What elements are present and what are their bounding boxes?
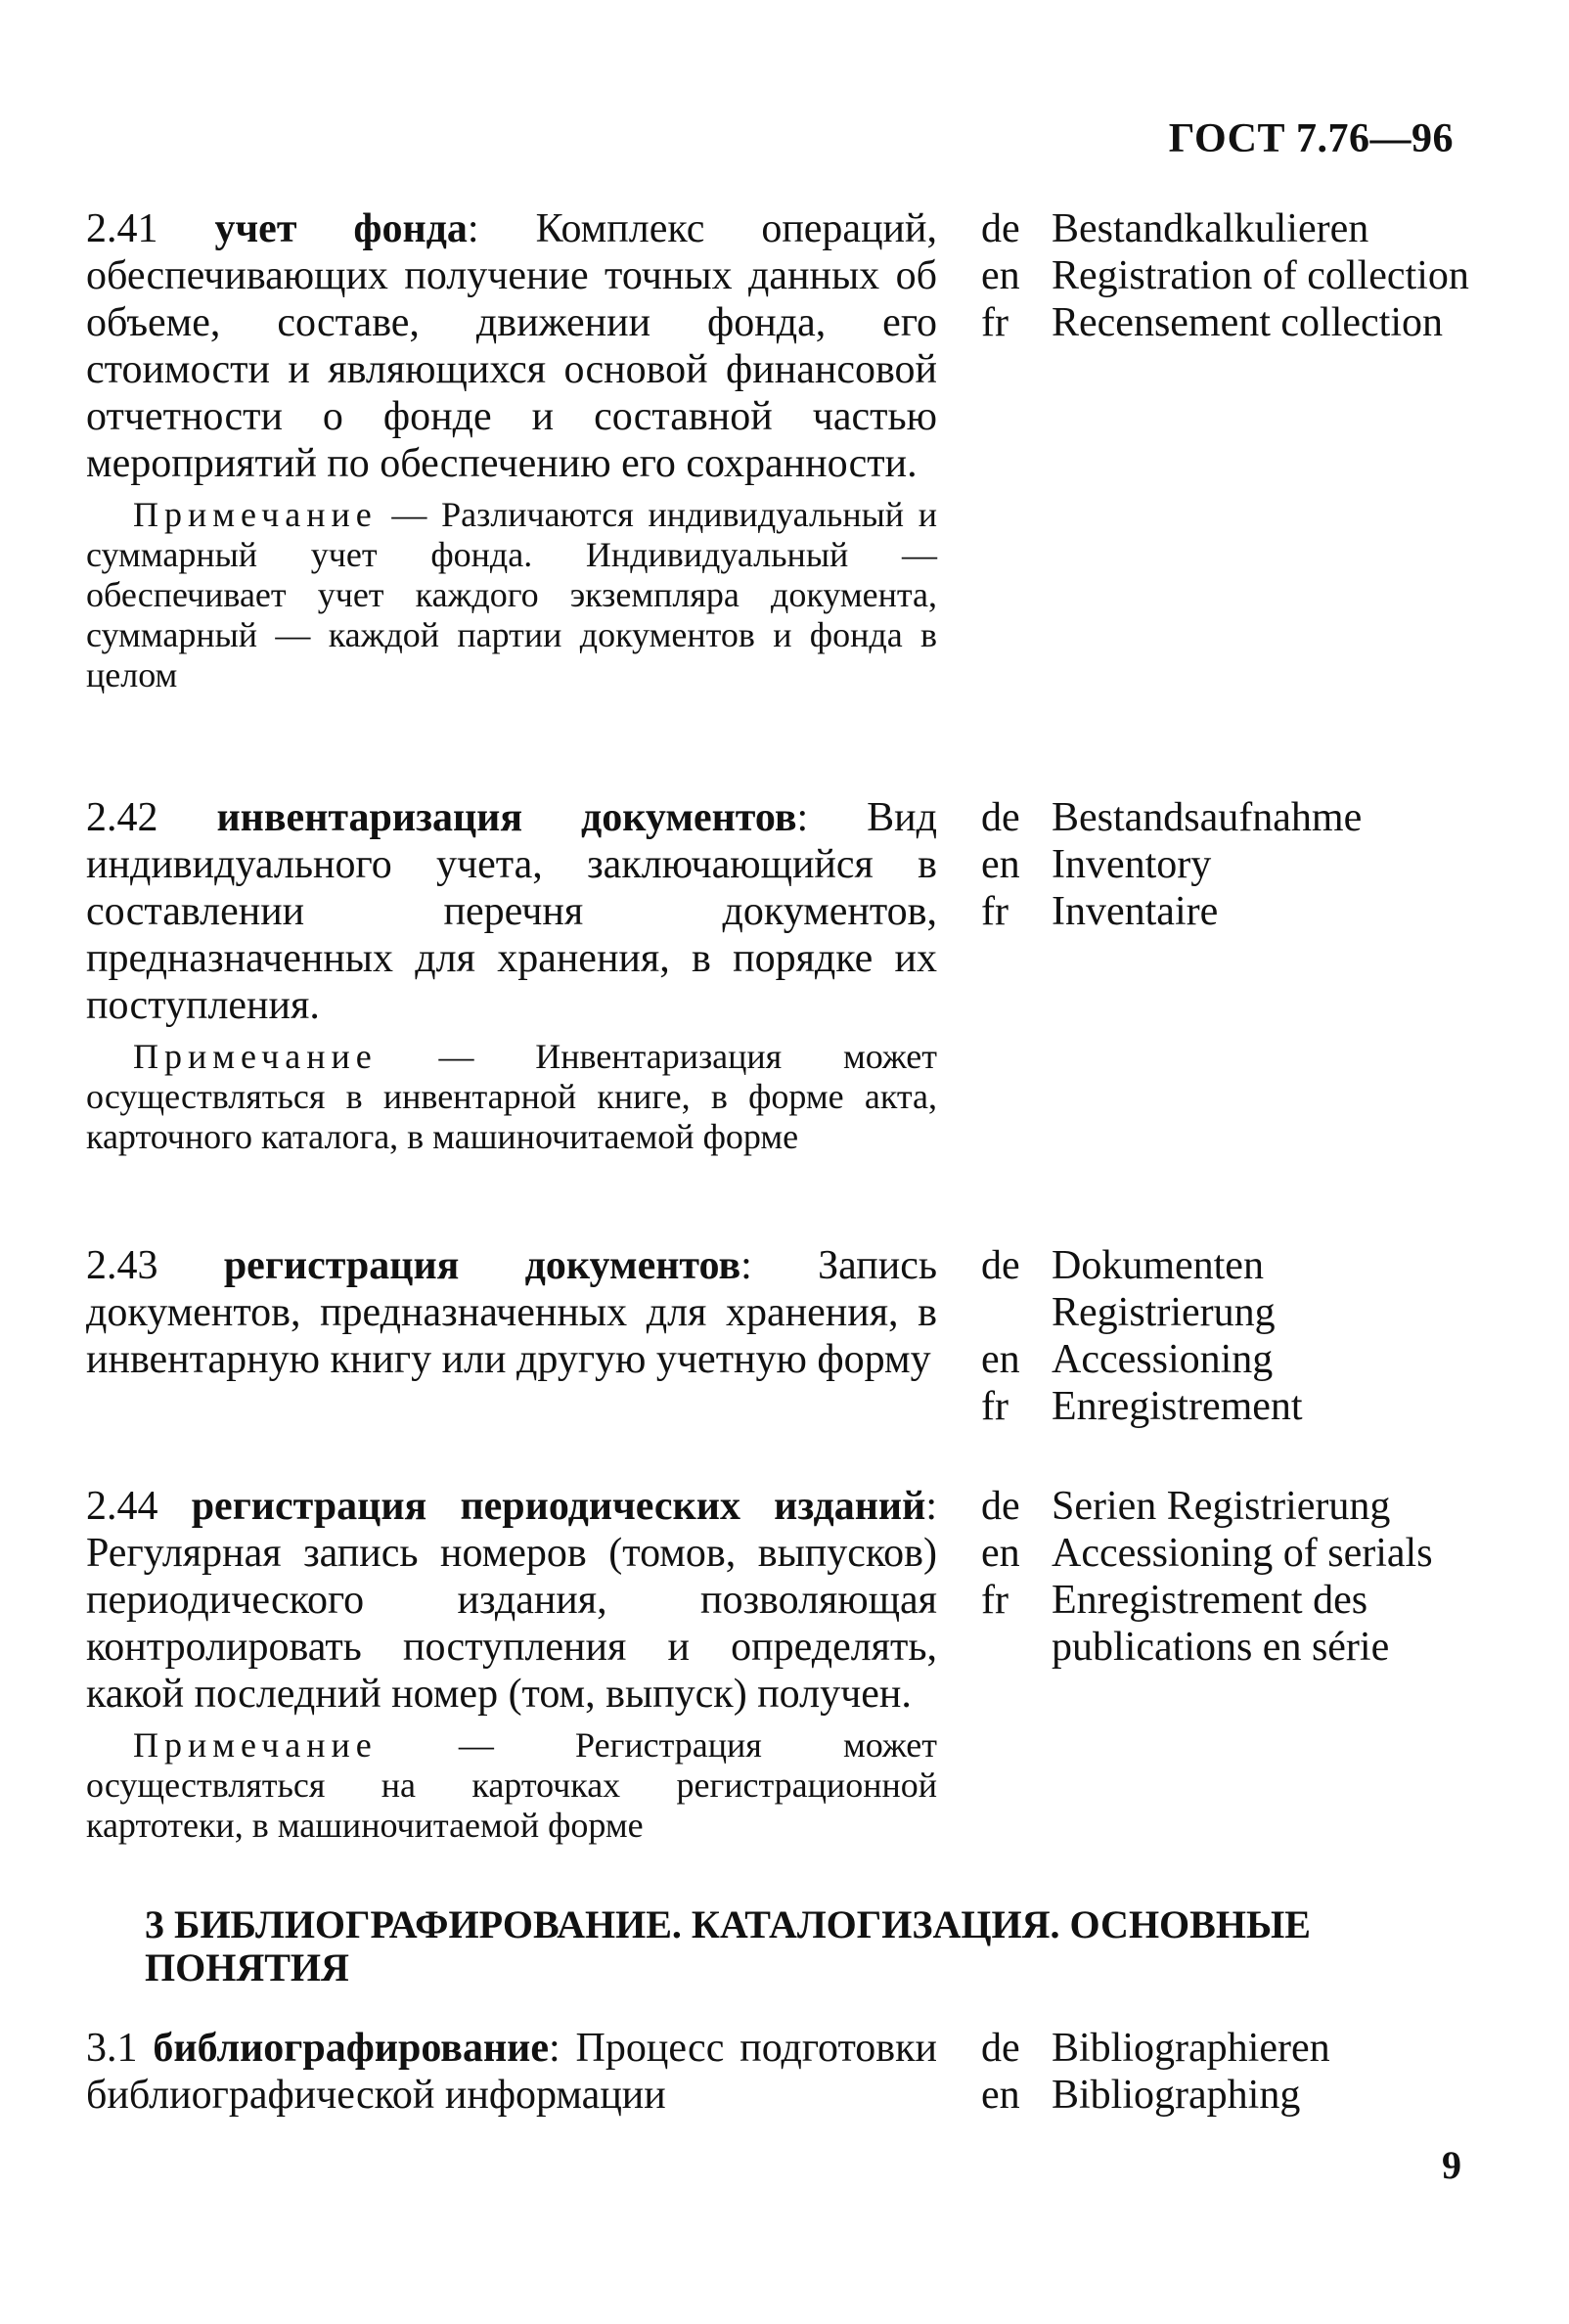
entry-number: 2.44 xyxy=(86,1484,158,1529)
equivalent-de xyxy=(981,205,1490,252)
definition-paragraph xyxy=(86,205,937,487)
term-name: учет фонда xyxy=(214,206,468,251)
equivalent-term: Accessioning xyxy=(1052,1337,1274,1382)
definition-column xyxy=(86,2025,937,2119)
term-name: регистрация документов xyxy=(223,1243,741,1288)
lang-code: en xyxy=(981,2073,1020,2118)
lang-code: de xyxy=(981,206,1020,251)
lang-code: en xyxy=(981,253,1020,298)
equivalent-term: Dokumenten Registrierung xyxy=(1052,1243,1276,1335)
equivalent-en xyxy=(981,2072,1490,2119)
equivalent-de xyxy=(981,2025,1490,2072)
equivalent-term: Recensement collection xyxy=(1052,300,1444,345)
equivalent-fr xyxy=(981,299,1490,346)
equivalent-term: Bestandkalkulieren xyxy=(1052,206,1369,251)
equivalent-de xyxy=(981,1483,1490,1530)
equivalent-fr xyxy=(981,888,1490,935)
equivalent-en xyxy=(981,1336,1490,1383)
equivalent-term: Bibliographieren xyxy=(1052,2026,1330,2071)
section-heading: 3 БИБЛИОГРАФИРОВАНИЕ. КАТАЛОГИЗАЦИЯ. ОСНОВНЫЕ ПОНЯТИЯ xyxy=(145,1902,1311,1989)
equivalent-term: Inventory xyxy=(1052,842,1212,887)
definition-text: : Процесс подготовки библиографической информации xyxy=(86,2026,937,2118)
term-name: регистрация периодических изданий xyxy=(191,1484,926,1529)
lang-code: de xyxy=(981,795,1020,840)
note-paragraph xyxy=(86,1037,937,1157)
definition-text: : Комплекс операций, обеспечивающих получение точных данных об объеме, составе, движении фонда, его стоимости и являющихся основой финансовой отчетности о фонде и составной частью мероприятий по обеспечению его сохранности. xyxy=(86,206,938,486)
standard-designation: ГОСТ 7.76—96 xyxy=(1168,116,1454,161)
definition-paragraph xyxy=(86,1483,937,1718)
lang-code: de xyxy=(981,2026,1020,2071)
lang-code: fr xyxy=(981,1578,1009,1623)
definition-column xyxy=(86,1242,937,1383)
note-text: — Регистрация может осуществляться на карточках регистрационной картотеки, в машиночитаемой форме xyxy=(86,1725,937,1845)
lang-code: en xyxy=(981,1531,1020,1576)
definition-paragraph xyxy=(86,1242,937,1383)
equivalents-column xyxy=(981,1483,1490,1671)
definition-column xyxy=(86,205,937,695)
definition-text: : Вид индивидуального учета, заключающийся в составлении перечня документов, предназначенных для хранения, в порядке их поступления. xyxy=(86,795,938,1028)
equivalents-column xyxy=(981,794,1490,935)
equivalent-term: Bibliographing xyxy=(1052,2073,1301,2118)
equivalent-fr xyxy=(981,1383,1490,1430)
note-label: Примечание xyxy=(133,1037,378,1076)
term-name: библиографирование xyxy=(153,2026,550,2071)
definition-column xyxy=(86,1483,937,1846)
definition-text: : Запись документов, предназначенных для хранения, в инвентарную книгу или другую учетную форму xyxy=(86,1243,938,1382)
equivalents-column xyxy=(981,205,1490,346)
equivalent-term: Enregistrement des publications en série xyxy=(1052,1578,1390,1670)
lang-code: en xyxy=(981,1337,1020,1382)
lang-code: de xyxy=(981,1484,1020,1529)
equivalent-term: Registration of collection xyxy=(1052,253,1469,298)
equivalent-term: Inventaire xyxy=(1052,889,1219,934)
equivalents-column xyxy=(981,1242,1490,1430)
note-label: Примечание xyxy=(133,495,378,534)
term-name: инвентаризация документов xyxy=(216,795,797,840)
entry-number: 2.42 xyxy=(86,795,158,840)
equivalent-term: Accessioning of serials xyxy=(1052,1531,1433,1576)
entry-number: 2.41 xyxy=(86,206,158,251)
definition-text: : Регулярная запись номеров (томов, выпусков) периодического издания, позволяющая контролировать поступления и определять, какой последний номер (том, выпуск) получен. xyxy=(86,1484,937,1717)
equivalents-column xyxy=(981,2025,1490,2119)
note-paragraph xyxy=(86,1725,937,1846)
note-text: — Инвентаризация может осуществляться в инвентарной книге, в форме акта, карточного каталога, в машиночитаемой форме xyxy=(86,1037,937,1156)
lang-code: en xyxy=(981,842,1020,887)
equivalent-en xyxy=(981,252,1490,299)
lang-code: de xyxy=(981,1243,1020,1288)
equivalent-de xyxy=(981,1242,1490,1336)
definition-paragraph xyxy=(86,2025,937,2119)
note-text: — Различаются индивидуальный и суммарный учет фонда. Индивидуальный — обеспечивает учет каждого экземпляра документа, суммарный — каждой партии документов и фонда в целом xyxy=(86,495,937,694)
definition-column xyxy=(86,794,937,1157)
page-number: 9 xyxy=(1442,2143,1461,2187)
note-paragraph xyxy=(86,495,937,695)
equivalent-fr xyxy=(981,1577,1490,1671)
lang-code: fr xyxy=(981,300,1009,345)
equivalent-en xyxy=(981,1530,1490,1577)
note-label: Примечание xyxy=(133,1725,378,1765)
definition-paragraph xyxy=(86,794,937,1029)
equivalent-term: Bestandsaufnahme xyxy=(1052,795,1363,840)
equivalent-en xyxy=(981,841,1490,888)
lang-code: fr xyxy=(981,1384,1009,1429)
equivalent-term: Enregistrement xyxy=(1052,1384,1303,1429)
equivalent-de xyxy=(981,794,1490,841)
entry-number: 3.1 xyxy=(86,2026,138,2071)
equivalent-term: Serien Registrierung xyxy=(1052,1484,1391,1529)
lang-code: fr xyxy=(981,889,1009,934)
entry-number: 2.43 xyxy=(86,1243,158,1288)
